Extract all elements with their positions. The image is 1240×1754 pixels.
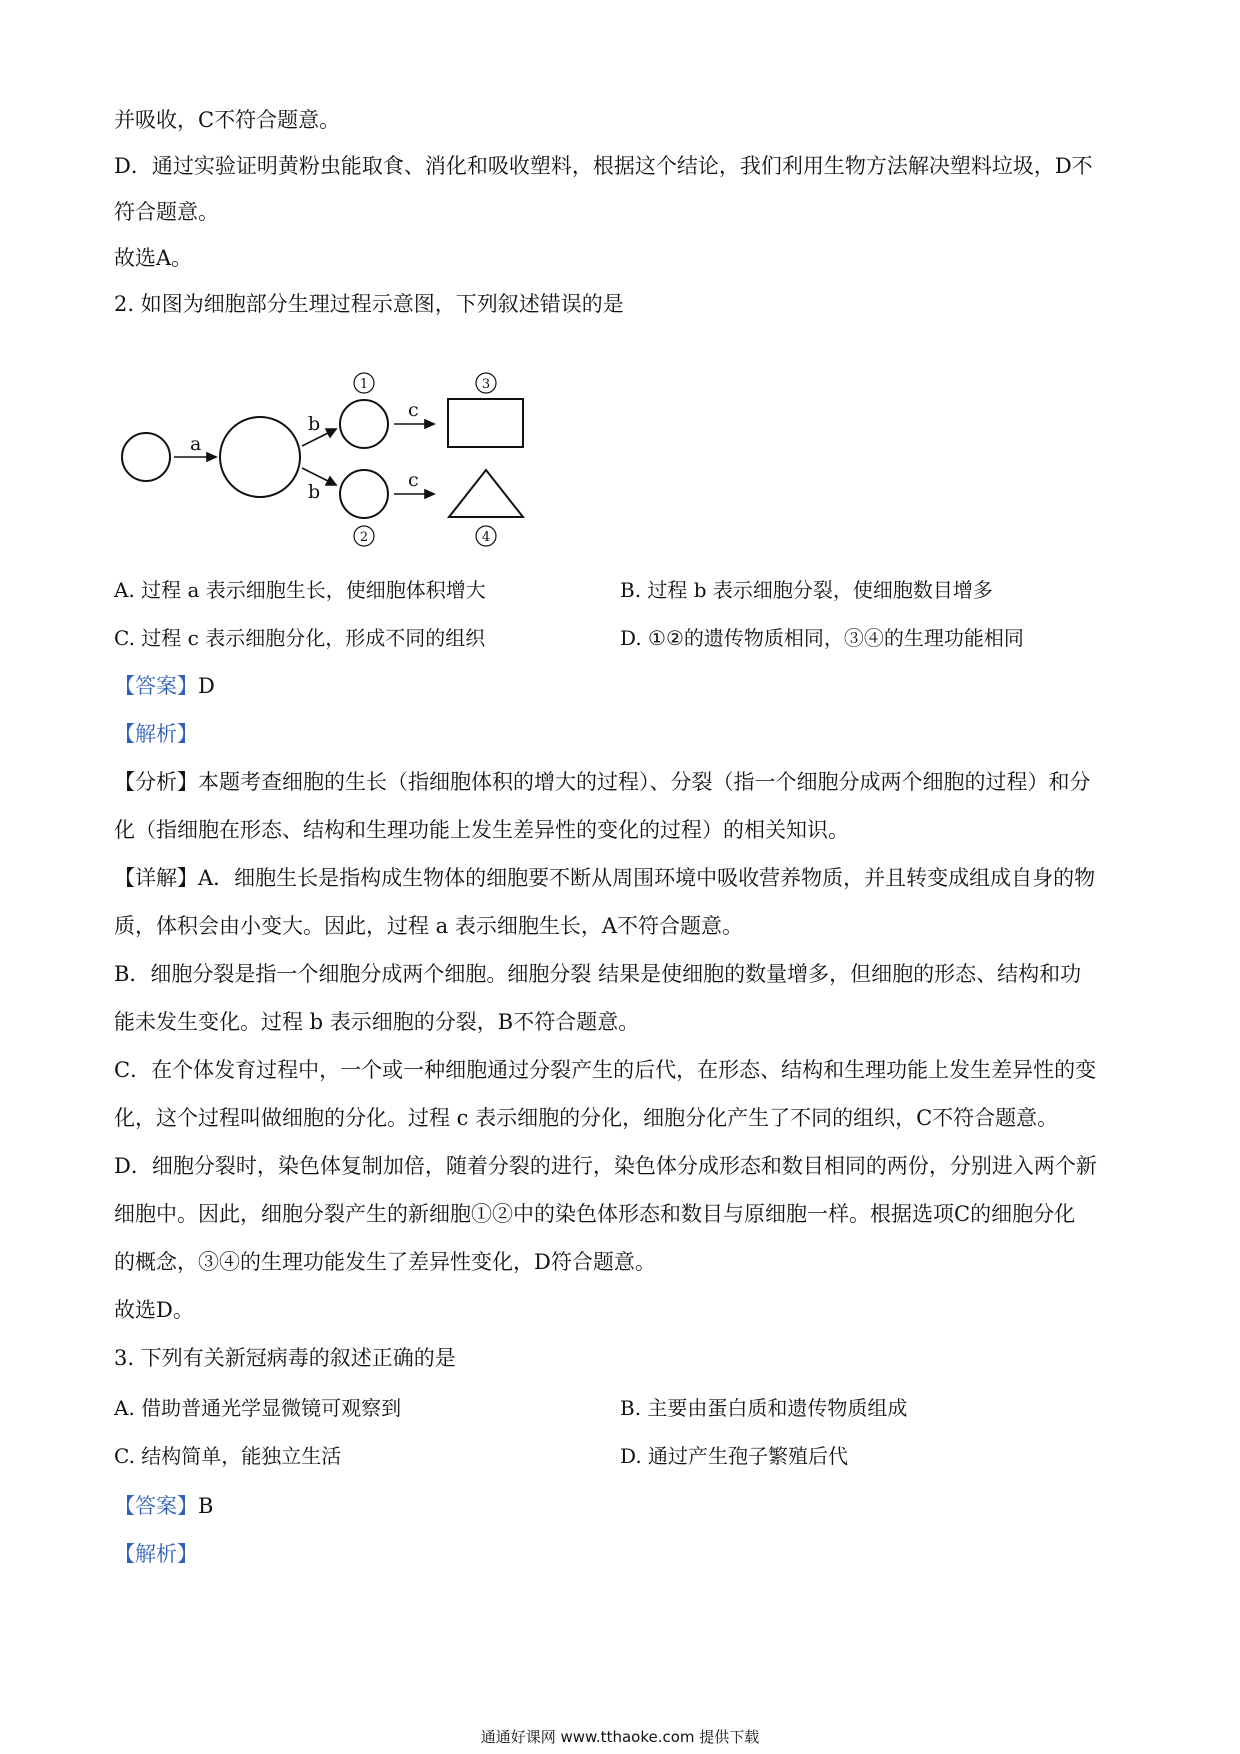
q2-analysis-tag: 【解析】 [114, 722, 198, 746]
q2-xiangjie-1 [114, 864, 1095, 892]
q2-answer [114, 672, 215, 700]
q3-option-b: B. 主要由蛋白质和遗传物质组成 [620, 1396, 908, 1420]
label-a: a [190, 433, 202, 455]
q3-option-c: C. 结构简单，能独立生活 [114, 1444, 342, 1468]
q2-option-b: B. 过程 b 表示细胞分裂，使细胞数目增多 [620, 578, 993, 602]
q2-xiangjie-8: 细胞中。因此，细胞分裂产生的新细胞①②中的染色体形态和数目与原细胞一样。根据选项C的细胞分化 [114, 1202, 1076, 1226]
answer-tag: 【答案】 [114, 1494, 198, 1518]
page-footer: 通通好课网 www.tthaoke.com 提供下载 [480, 1728, 760, 1746]
label-c2: c [408, 469, 419, 491]
cell-process-diagram [112, 360, 532, 560]
label-b1: b [308, 413, 321, 435]
q2-xiangjie-6: 化，这个过程叫做细胞的分化。过程 c 表示细胞的分化，细胞分化产生了不同的组织，C不符合题意。 [114, 1106, 1059, 1130]
xiangjie-text-1: A．细胞生长是指构成生物体的细胞要不断从周围环境中吸收营养物质，并且转变成组成自身的物 [198, 866, 1096, 890]
answer-value: B [198, 1494, 214, 1518]
xiangjie-tag: 【详解】 [114, 866, 198, 890]
label-c1: c [408, 399, 419, 421]
fenxi-text-1: 本题考查细胞的生长（指细胞体积的增大的过程）、分裂（指一个细胞分成两个细胞的过程）和分 [198, 770, 1091, 794]
fenxi-tag: 【分析】 [114, 770, 198, 794]
q2-option-a: A. 过程 a 表示细胞生长，使细胞体积增大 [114, 578, 486, 602]
q2-option-c: C. 过程 c 表示细胞分化，形成不同的组织 [114, 626, 486, 650]
label-3: 3 [481, 377, 491, 392]
q2-choose: 故选D。 [114, 1298, 194, 1322]
q3-answer [114, 1492, 213, 1520]
q3-option-d: D. 通过产生孢子繁殖后代 [620, 1444, 849, 1468]
answer-tag: 【答案】 [114, 674, 198, 698]
question-3-stem: 3. 下列有关新冠病毒的叙述正确的是 [114, 1346, 456, 1370]
q2-xiangjie-4: 能未发生变化。过程 b 表示细胞的分裂，B不符合题意。 [114, 1010, 640, 1034]
q2-xiangjie-7: D．细胞分裂时，染色体复制加倍，随着分裂的进行，染色体分成形态和数目相同的两份，分别进入两个新 [114, 1154, 1097, 1178]
cell-grown [220, 417, 300, 497]
q2-xiangjie-2: 质，体积会由小变大。因此，过程 a 表示细胞生长，A不符合题意。 [114, 914, 744, 938]
label-2: 2 [359, 530, 369, 545]
cell-2 [340, 470, 388, 518]
q2-xiangjie-5: C．在个体发育过程中，一个或一种细胞通过分裂产生的后代，在形态、结构和生理功能上发生差异性的变 [114, 1058, 1097, 1082]
line-1: 并吸收，C不符合题意。 [114, 108, 341, 132]
label-4: 4 [481, 530, 491, 545]
label-1: 1 [359, 377, 369, 392]
tissue-3 [448, 399, 523, 447]
cell-origin [122, 433, 170, 481]
question-2-stem: 2. 如图为细胞部分生理过程示意图，下列叙述错误的是 [114, 292, 624, 316]
line-2: D．通过实验证明黄粉虫能取食、消化和吸收塑料，根据这个结论，我们利用生物方法解决塑料垃圾，D不 [114, 154, 1093, 178]
q2-option-d: D. ①②的遗传物质相同，③④的生理功能相同 [620, 626, 1024, 650]
q3-option-a: A. 借助普通光学显微镜可观察到 [114, 1396, 402, 1420]
q3-analysis-tag: 【解析】 [114, 1542, 198, 1566]
q2-xiangjie-3: B．细胞分裂是指一个细胞分成两个细胞。细胞分裂 结果是使细胞的数量增多，但细胞的形态、结构和功 [114, 962, 1082, 986]
q2-fenxi-1 [114, 768, 1091, 796]
tissue-4 [449, 470, 523, 517]
label-b2: b [308, 481, 321, 503]
cell-1 [340, 400, 388, 448]
answer-value: D [198, 674, 215, 698]
line-4: 故选A。 [114, 246, 193, 270]
line-3: 符合题意。 [114, 200, 219, 224]
q2-xiangjie-9: 的概念，③④的生理功能发生了差异性变化，D符合题意。 [114, 1250, 656, 1274]
q2-fenxi-2: 化（指细胞在形态、结构和生理功能上发生差异性的变化的过程）的相关知识。 [114, 818, 849, 842]
